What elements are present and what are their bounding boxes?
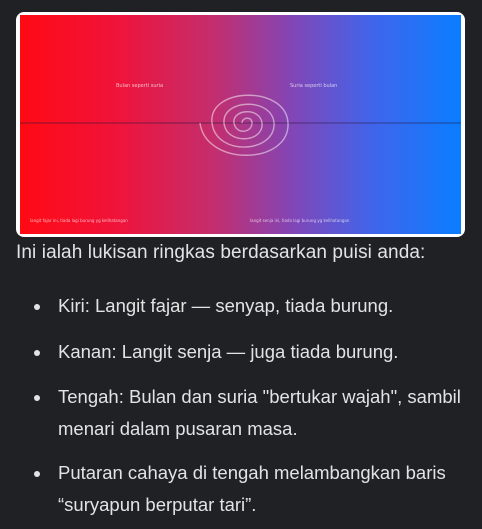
bullet-dot-icon: [34, 395, 40, 401]
poem-illustration: [20, 15, 461, 234]
list-item: [16, 336, 471, 368]
generated-image[interactable]: [16, 12, 465, 237]
list-item-text: Kanan: Langit senja — juga tiada burung.: [58, 341, 399, 362]
dusk-caption: langit senja ini, tiada lagi burung yg kelihatangan: [250, 218, 350, 223]
assistant-message: [16, 240, 471, 521]
list-item: [16, 381, 471, 445]
list-item: [16, 290, 471, 322]
dawn-caption: langit fajar ini, tiada lagi burung yg kelihatangan: [30, 218, 128, 223]
bullet-dot-icon: [34, 304, 40, 310]
moon-label: Bulan seperti suria: [116, 83, 164, 89]
illustration-drawing: [20, 15, 461, 234]
bullet-dot-icon: [34, 350, 40, 356]
list-item-text: Kiri: Langit fajar — senyap, tiada burung.: [58, 295, 394, 316]
intro-text: Ini ialah lukisan ringkas berdasarkan puisi anda:: [16, 242, 426, 263]
time-spiral: [200, 95, 288, 155]
list-item-text: Tengah: Bulan dan suria "bertukar wajah", sambil menari dalam pusaran masa.: [58, 386, 461, 439]
sun-label: Suria seperti bulan: [290, 83, 338, 89]
list-item: [16, 457, 471, 521]
bullet-dot-icon: [34, 471, 40, 477]
bullet-list: [16, 290, 471, 521]
list-item-text: Putaran cahaya di tengah melambangkan baris “suryapun berputar tari”.: [58, 462, 446, 515]
